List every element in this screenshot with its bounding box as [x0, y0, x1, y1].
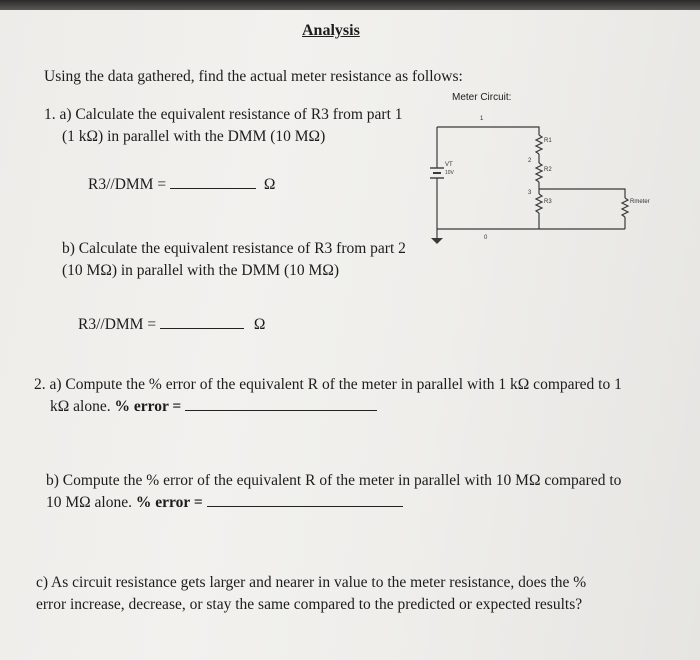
source-value: 10V: [445, 170, 454, 176]
q2a-line2: [50, 398, 377, 416]
q1b-answer-blank[interactable]: [160, 328, 244, 329]
q1b-line2: (10 MΩ) in parallel with the DMM (10 MΩ): [62, 262, 340, 279]
q1b-line1: b) Calculate the equivalent resistance of R3 from part 2: [62, 240, 406, 257]
circuit-title: Meter Circuit:: [452, 92, 512, 103]
q2a-answer-blank[interactable]: [185, 410, 377, 411]
resistor-r3-symbol: [536, 194, 542, 213]
resistor-r2-symbol: [536, 163, 542, 182]
page-title: Analysis: [302, 22, 360, 39]
r1-label: R1: [544, 138, 552, 144]
q2b-error-label: % error =: [135, 494, 203, 511]
q1a-line2: (1 kΩ) in parallel with the DMM (10 MΩ): [62, 128, 326, 145]
q1a-unit: Ω: [263, 176, 276, 193]
r3-label: R3: [544, 199, 552, 205]
resistor-r1-symbol: [536, 135, 542, 154]
q2a-line1: 2. a) Compute the % error of the equivalent R of the meter in parallel with 1 kΩ compared to 1: [34, 376, 622, 393]
node-2-label: 2: [528, 158, 532, 164]
q2c-line1: c) As circuit resistance gets larger and nearer in value to the meter resistance, does the %: [36, 574, 587, 591]
ground-icon: [431, 238, 443, 244]
source-label: VT: [445, 162, 453, 168]
q2b-answer-blank[interactable]: [207, 506, 403, 507]
q2a-line2-prefix: kΩ alone.: [50, 398, 111, 415]
q1a-answer-row: [88, 176, 275, 194]
q1a-line1: 1. a) Calculate the equivalent resistance of R3 from part 1: [44, 106, 403, 123]
rmeter-label: Rmeter: [630, 199, 650, 205]
q2b-line1: b) Compute the % error of the equivalent R of the meter in parallel with 10 MΩ compared to: [46, 472, 622, 489]
node-0-label: 0: [484, 235, 488, 241]
intro-text: Using the data gathered, find the actual meter resistance as follows:: [44, 68, 463, 85]
q1b-unit: Ω: [253, 316, 266, 333]
r2-label: R2: [544, 167, 552, 173]
q1a-answer-label: R3//DMM =: [88, 176, 167, 193]
q2b-line2-prefix: 10 MΩ alone.: [46, 494, 132, 511]
q1b-answer-label: R3//DMM =: [78, 316, 157, 333]
q1b-answer-row: [78, 316, 265, 334]
q2c-line2: error increase, decrease, or stay the same compared to the predicted or expected results?: [36, 596, 583, 613]
node-3-label: 3: [528, 190, 532, 196]
q1a-answer-blank[interactable]: [170, 188, 256, 189]
node-1-label: 1: [480, 116, 484, 122]
wire-top: [437, 127, 539, 135]
q2a-error-label: % error =: [114, 398, 182, 415]
resistor-rmeter-symbol: [622, 198, 628, 217]
meter-circuit-diagram: [420, 105, 690, 250]
wire-meter-top: [539, 189, 625, 198]
q2b-line2: [46, 494, 403, 512]
photo-top-edge: [0, 0, 700, 10]
